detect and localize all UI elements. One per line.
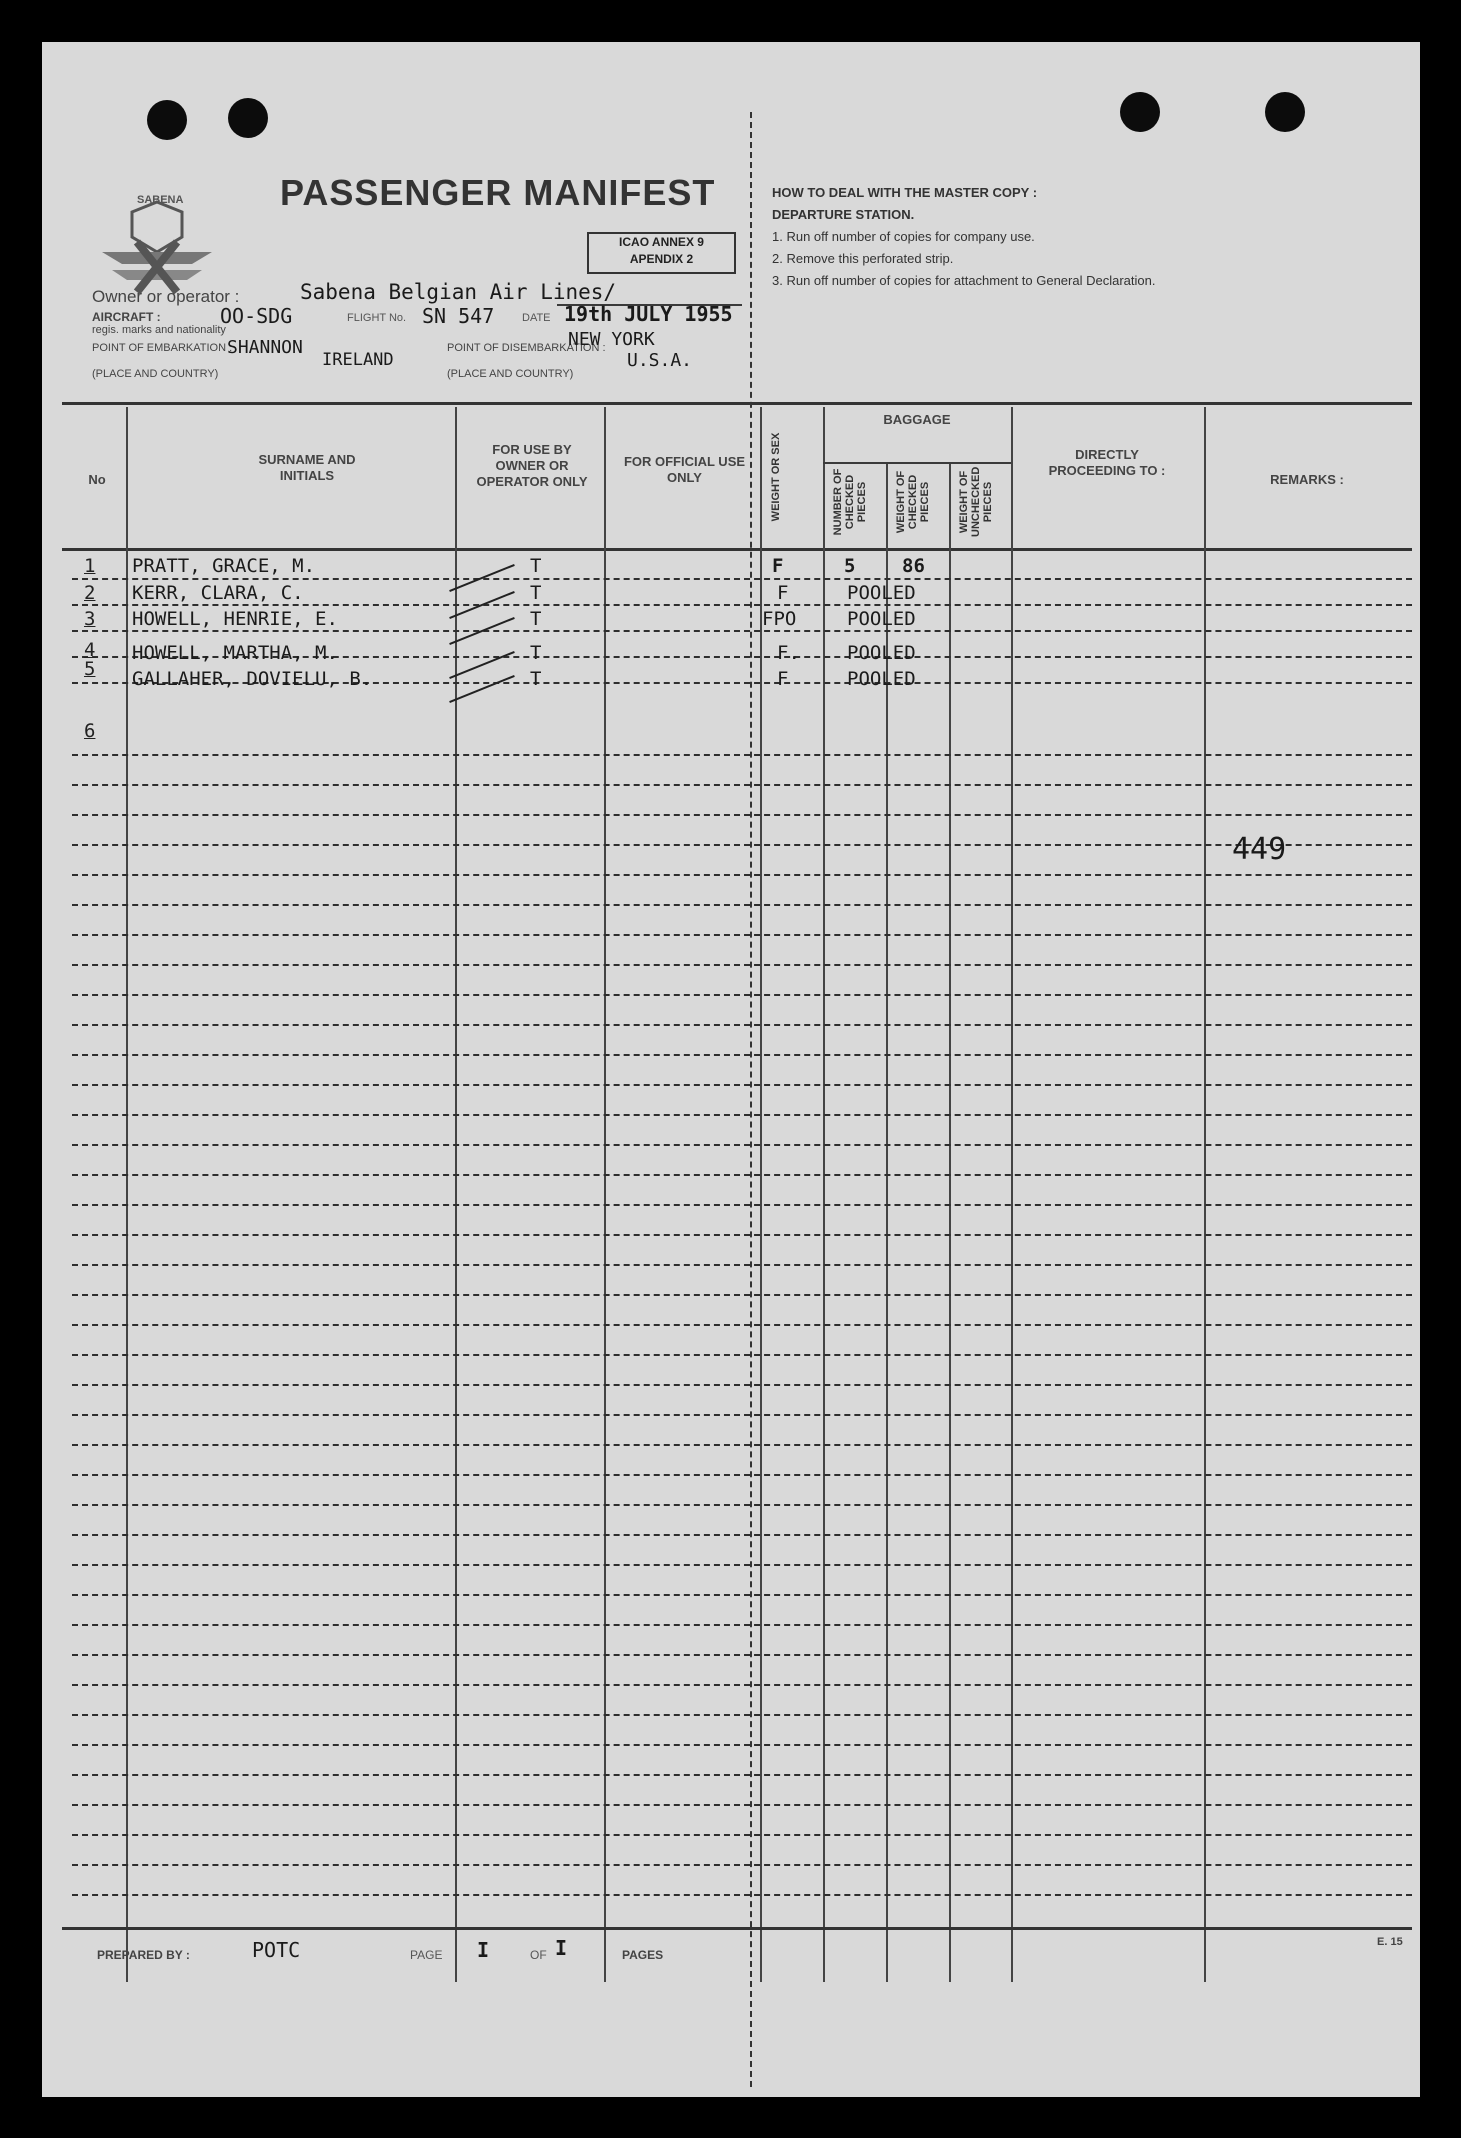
instruction-step: 3. Run off number of copies for attachment to General Declaration. <box>772 273 1156 288</box>
col-header-official: FOR OFFICIAL USE ONLY <box>623 454 746 485</box>
table-top-rule <box>62 402 1412 405</box>
disembark-sub: (PLACE AND COUNTRY) <box>447 368 574 380</box>
ruled-line <box>72 1684 1412 1686</box>
col-header-directly: DIRECTLY PROCEEDING TO : <box>1048 447 1166 478</box>
row-number: 6 <box>84 720 96 742</box>
ruled-line <box>72 1834 1412 1836</box>
punch-hole <box>1265 92 1305 132</box>
ruled-line <box>72 604 1412 606</box>
punch-hole <box>228 98 268 138</box>
form-code: E. 15 <box>1377 1936 1403 1948</box>
ruled-line <box>72 1114 1412 1116</box>
checked-pieces: 5 <box>844 555 856 577</box>
col-header-num-checked: NUMBER OF CHECKED PIECES <box>832 468 868 536</box>
punch-hole <box>1120 92 1160 132</box>
col-header-owner-use: FOR USE BY OWNER OR OPERATOR ONLY <box>476 442 588 489</box>
col-header-remarks: REMARKS : <box>1270 472 1344 487</box>
col-divider <box>886 462 888 1982</box>
ruled-line <box>72 1384 1412 1386</box>
passenger-name: HOWELL, MARTHA, M. <box>132 642 338 664</box>
sex: F <box>777 582 789 604</box>
disembark-country: U.S.A. <box>627 350 693 371</box>
owner-label: Owner or operator : <box>92 287 240 306</box>
row-slash <box>449 675 515 703</box>
ruled-line <box>72 904 1412 906</box>
col-header-weight-sex: WEIGHT OR SEX <box>770 432 782 522</box>
sex: FPO <box>762 608 797 630</box>
ruled-line <box>72 814 1412 816</box>
ruled-line <box>72 1774 1412 1776</box>
passenger-name: PRATT, GRACE, M. <box>132 555 316 577</box>
ruled-line <box>72 1264 1412 1266</box>
instructions-subtitle: DEPARTURE STATION. <box>772 207 915 222</box>
passenger-name: KERR, CLARA, C. <box>132 582 304 604</box>
col-divider <box>949 462 951 1982</box>
of-label: OF <box>530 1948 547 1962</box>
aircraft-value: OO-SDG <box>220 304 293 328</box>
disembark-place: NEW YORK <box>568 329 655 350</box>
ruled-line <box>72 578 1412 580</box>
ruled-line <box>72 1894 1412 1896</box>
checked-pieces: POOLED <box>847 642 916 664</box>
ruled-line <box>72 1204 1412 1206</box>
page-value: I <box>477 1938 490 1962</box>
embark-country: IRELAND <box>322 350 394 370</box>
page-label: PAGE <box>410 1948 443 1962</box>
ruled-line <box>72 1594 1412 1596</box>
sex: F <box>777 668 789 690</box>
checked-weight: 86 <box>902 555 925 577</box>
ruled-line <box>72 1174 1412 1176</box>
checked-pieces: POOLED <box>847 608 916 630</box>
ruled-line <box>72 994 1412 996</box>
col-header-weight-unchecked: WEIGHT OF UNCHECKED PIECES <box>958 466 994 537</box>
row-number: 4 <box>84 639 96 661</box>
ruled-line <box>72 1864 1412 1866</box>
col-header-baggage: BAGGAGE <box>883 412 951 427</box>
page-title: PASSENGER MANIFEST <box>280 172 716 213</box>
instructions <box>772 182 1155 292</box>
row-number: 1 <box>84 555 96 577</box>
of-value: I <box>555 1936 568 1960</box>
ruled-line <box>72 1744 1412 1746</box>
ruled-line <box>72 1234 1412 1236</box>
checked-pieces: POOLED <box>847 668 916 690</box>
ruled-line <box>72 1624 1412 1626</box>
logo-text: SABENA <box>137 194 184 206</box>
embark-sub: (PLACE AND COUNTRY) <box>92 368 219 380</box>
aircraft-sub: regis. marks and nationality <box>92 324 226 336</box>
passenger-name: GALLAHER, DOVIELU, B. <box>132 668 373 690</box>
baggage-divider <box>823 462 1011 464</box>
ruled-line <box>72 1144 1412 1146</box>
icao-annex: ICAO ANNEX 9 <box>619 235 704 249</box>
owner-code: T <box>530 582 542 604</box>
owner-code: T <box>530 608 542 630</box>
ruled-line <box>72 1474 1412 1476</box>
ruled-line <box>72 754 1412 756</box>
aircraft-label: AIRCRAFT : <box>92 310 161 324</box>
row-number: 5 <box>84 658 96 680</box>
prepared-label: PREPARED BY : <box>97 1948 190 1962</box>
instruction-step: 1. Run off number of copies for company use. <box>772 229 1035 244</box>
ruled-line <box>72 1654 1412 1656</box>
col-header-surname: SURNAME AND INITIALS <box>258 452 356 483</box>
ruled-line <box>72 1024 1412 1026</box>
col-header-weight-checked: WEIGHT OF CHECKED PIECES <box>895 470 931 534</box>
owner-code: T <box>530 555 542 577</box>
checked-pieces: POOLED <box>847 582 916 604</box>
ruled-line <box>72 1534 1412 1536</box>
ruled-line <box>72 1354 1412 1356</box>
disembark-label: POINT OF DISEMBARKATION : <box>447 342 606 354</box>
embark-place: SHANNON <box>227 337 303 358</box>
ruled-line <box>72 1564 1412 1566</box>
date-value: 19th JULY 1955 <box>564 302 733 326</box>
instruction-step: 2. Remove this perforated strip. <box>772 251 954 266</box>
icao-box <box>587 232 736 274</box>
ruled-line <box>72 1444 1412 1446</box>
manifest-sheet <box>42 42 1420 2097</box>
owner-code: T <box>530 668 542 690</box>
header-bottom-rule <box>62 548 1412 551</box>
ruled-line <box>72 934 1412 936</box>
ruled-line <box>72 1504 1412 1506</box>
ruled-line <box>72 844 1412 846</box>
ruled-line <box>72 1804 1412 1806</box>
footer-rule <box>62 1927 1412 1930</box>
remarks-number: 449 <box>1232 832 1287 867</box>
punch-hole <box>147 100 187 140</box>
ruled-line <box>72 1324 1412 1326</box>
col-header-no: No <box>88 472 106 487</box>
embark-label: POINT OF EMBARKATION : <box>92 342 233 354</box>
pages-label: PAGES <box>622 1948 664 1962</box>
row-number: 3 <box>84 608 96 630</box>
passenger-name: HOWELL, HENRIE, E. <box>132 608 338 630</box>
instructions-title: HOW TO DEAL WITH THE MASTER COPY : <box>772 185 1038 200</box>
ruled-line <box>72 1714 1412 1716</box>
ruled-line <box>72 964 1412 966</box>
row-number: 2 <box>84 582 96 604</box>
sex: F. <box>777 642 800 664</box>
flight-label: FLIGHT No. <box>347 312 407 324</box>
flight-value: SN 547 <box>422 304 495 328</box>
icao-appendix: APENDIX 2 <box>629 252 694 266</box>
ruled-line <box>72 1294 1412 1296</box>
ruled-line <box>72 784 1412 786</box>
sex: F <box>772 555 784 577</box>
perforation-line <box>750 112 752 2087</box>
ruled-line <box>72 874 1412 876</box>
prepared-value: POTC <box>252 1938 301 1962</box>
date-label: DATE <box>522 312 551 324</box>
owner-code: T <box>530 642 542 664</box>
owner-value: Sabena Belgian Air Lines/ <box>300 280 617 304</box>
ruled-line <box>72 1054 1412 1056</box>
ruled-line <box>72 630 1412 632</box>
ruled-line <box>72 1084 1412 1086</box>
ruled-line <box>72 1414 1412 1416</box>
